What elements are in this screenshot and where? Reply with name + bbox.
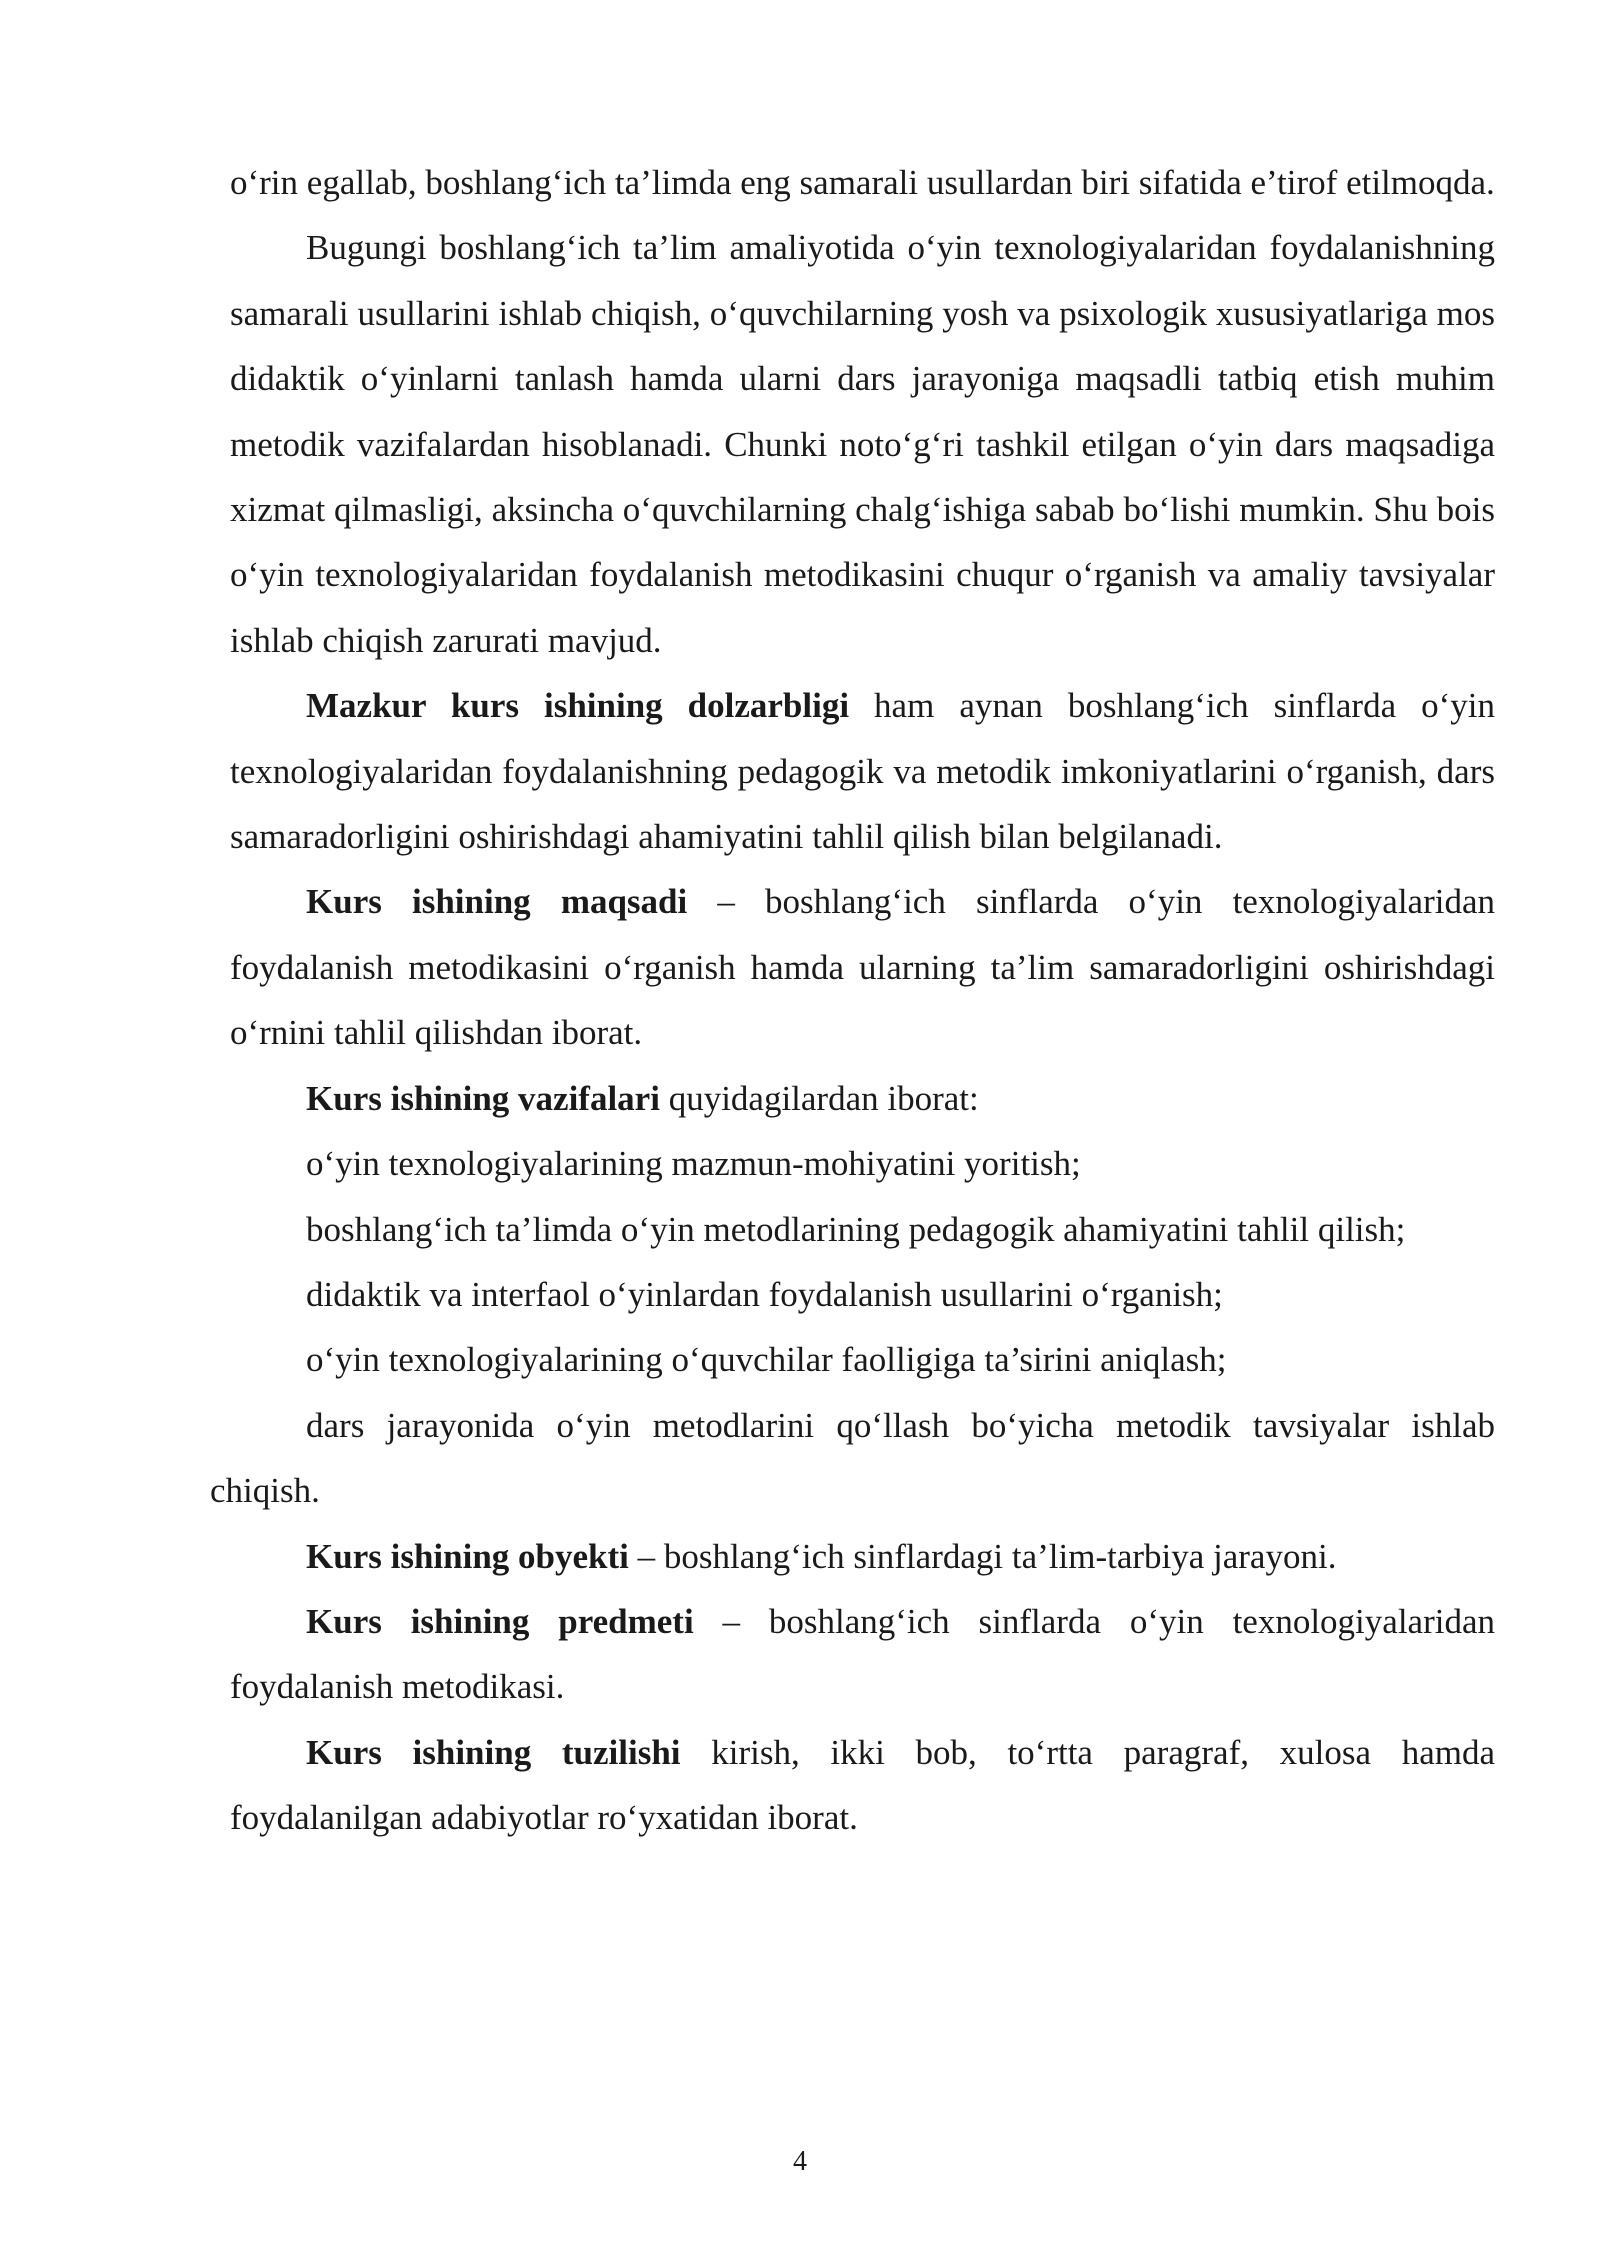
task-item: o‘yin texnologiyalarining mazmun-mohiyatini yoritish; (306, 1144, 1081, 1184)
goal-heading: Kurs ishining maqsadi (306, 882, 688, 922)
task-item: didaktik va interfaol o‘yinlardan foydalanish usullarini o‘rganish; (306, 1274, 1223, 1314)
task-item: boshlang‘ich ta’limda o‘yin metodlarining pedagogik ahamiyatini tahlil qilish; (306, 1209, 1406, 1249)
paragraph-text: kirish, ikki bob, to‘rtta paragraf, xulosa hamda foydalanilgan adabiyotlar ro‘yxatidan iborat. (230, 1732, 1496, 1838)
paragraph-continuation (230, 150, 1495, 215)
paragraph-text: Bugungi boshlang‘ich ta’lim amaliyotida o‘yin texnologiyalaridan foydalanishning samarali usullarini ishlab chiqish, o‘quvchilarning yosh va psixologik xususiyatlariga mos didaktik o‘yinlarni tanlash hamda ularni dars jarayoniga maqsadli tatbiq etish muhim metodik vazifalardan hisoblanadi. Chunki noto‘g‘ri tashkil etilgan o‘yin dars maqsadiga xizmat qilmasligi, aksincha o‘quvchilarning chalg‘ishiga sabab bo‘lishi mumkin. Shu bois o‘yin texnologiyalaridan foydalanish metodikasini chuqur o‘rganish va amaliy tavsiyalar ishlab chiqish zarurati mavjud. (230, 228, 1495, 660)
paragraph-tasks-intro (230, 1066, 1495, 1131)
paragraph-object (230, 1524, 1495, 1589)
task-item: o‘yin texnologiyalarining o‘quvchilar faolligiga ta’sirini aniqlash; (306, 1340, 1227, 1380)
structure-heading: Kurs ishining tuzilishi (306, 1732, 681, 1772)
object-heading: Kurs ishining obyekti (306, 1536, 629, 1576)
paragraph-subject (230, 1589, 1495, 1720)
paragraph-text: ham aynan boshlang‘ich sinflarda o‘yin texnologiyalaridan foydalanishning pedagogik va metodik imkoniyatlarini o‘rganish, dars samaradorligini oshirishdagi ahamiyatini tahlil qilish bilan belgilanadi. (230, 686, 1495, 857)
subject-heading: Kurs ishining predmeti (306, 1601, 694, 1641)
relevance-heading: Mazkur kurs ishining dolzarbligi (306, 686, 850, 726)
page-number: 4 (793, 2146, 807, 2177)
document-page (210, 150, 1496, 1851)
tasks-heading: Kurs ishining vazifalari (306, 1078, 660, 1118)
paragraph-text: quyidagilardan iborat: (659, 1078, 979, 1118)
paragraph-text: o‘rin egallab, boshlang‘ich ta’limda eng samarali usullardan biri sifatida e’tirof etilmoqda. (230, 163, 1495, 202)
paragraph-text: – boshlang‘ich sinflardagi ta’lim-tarbiya jarayoni. (628, 1536, 1337, 1576)
paragraph-text: – boshlang‘ich sinflarda o‘yin texnologiyalaridan foydalanish metodikasini o‘rganish hamda ularning ta’lim samaradorligini oshirishdagi o‘rnini tahlil qilishdan iborat. (230, 882, 1495, 1053)
paragraph-goal (230, 869, 1495, 1065)
paragraph-practice (230, 215, 1495, 673)
task-item: dars jarayonida o‘yin metodlarini qo‘llash bo‘yicha metodik tavsiyalar ishlab chiqish. (210, 1405, 1495, 1511)
paragraph-relevance (230, 673, 1495, 869)
paragraph-text: – boshlang‘ich sinflarda o‘yin texnologiyalaridan foydalanish metodikasi. (230, 1601, 1495, 1707)
paragraph-structure (230, 1720, 1495, 1851)
